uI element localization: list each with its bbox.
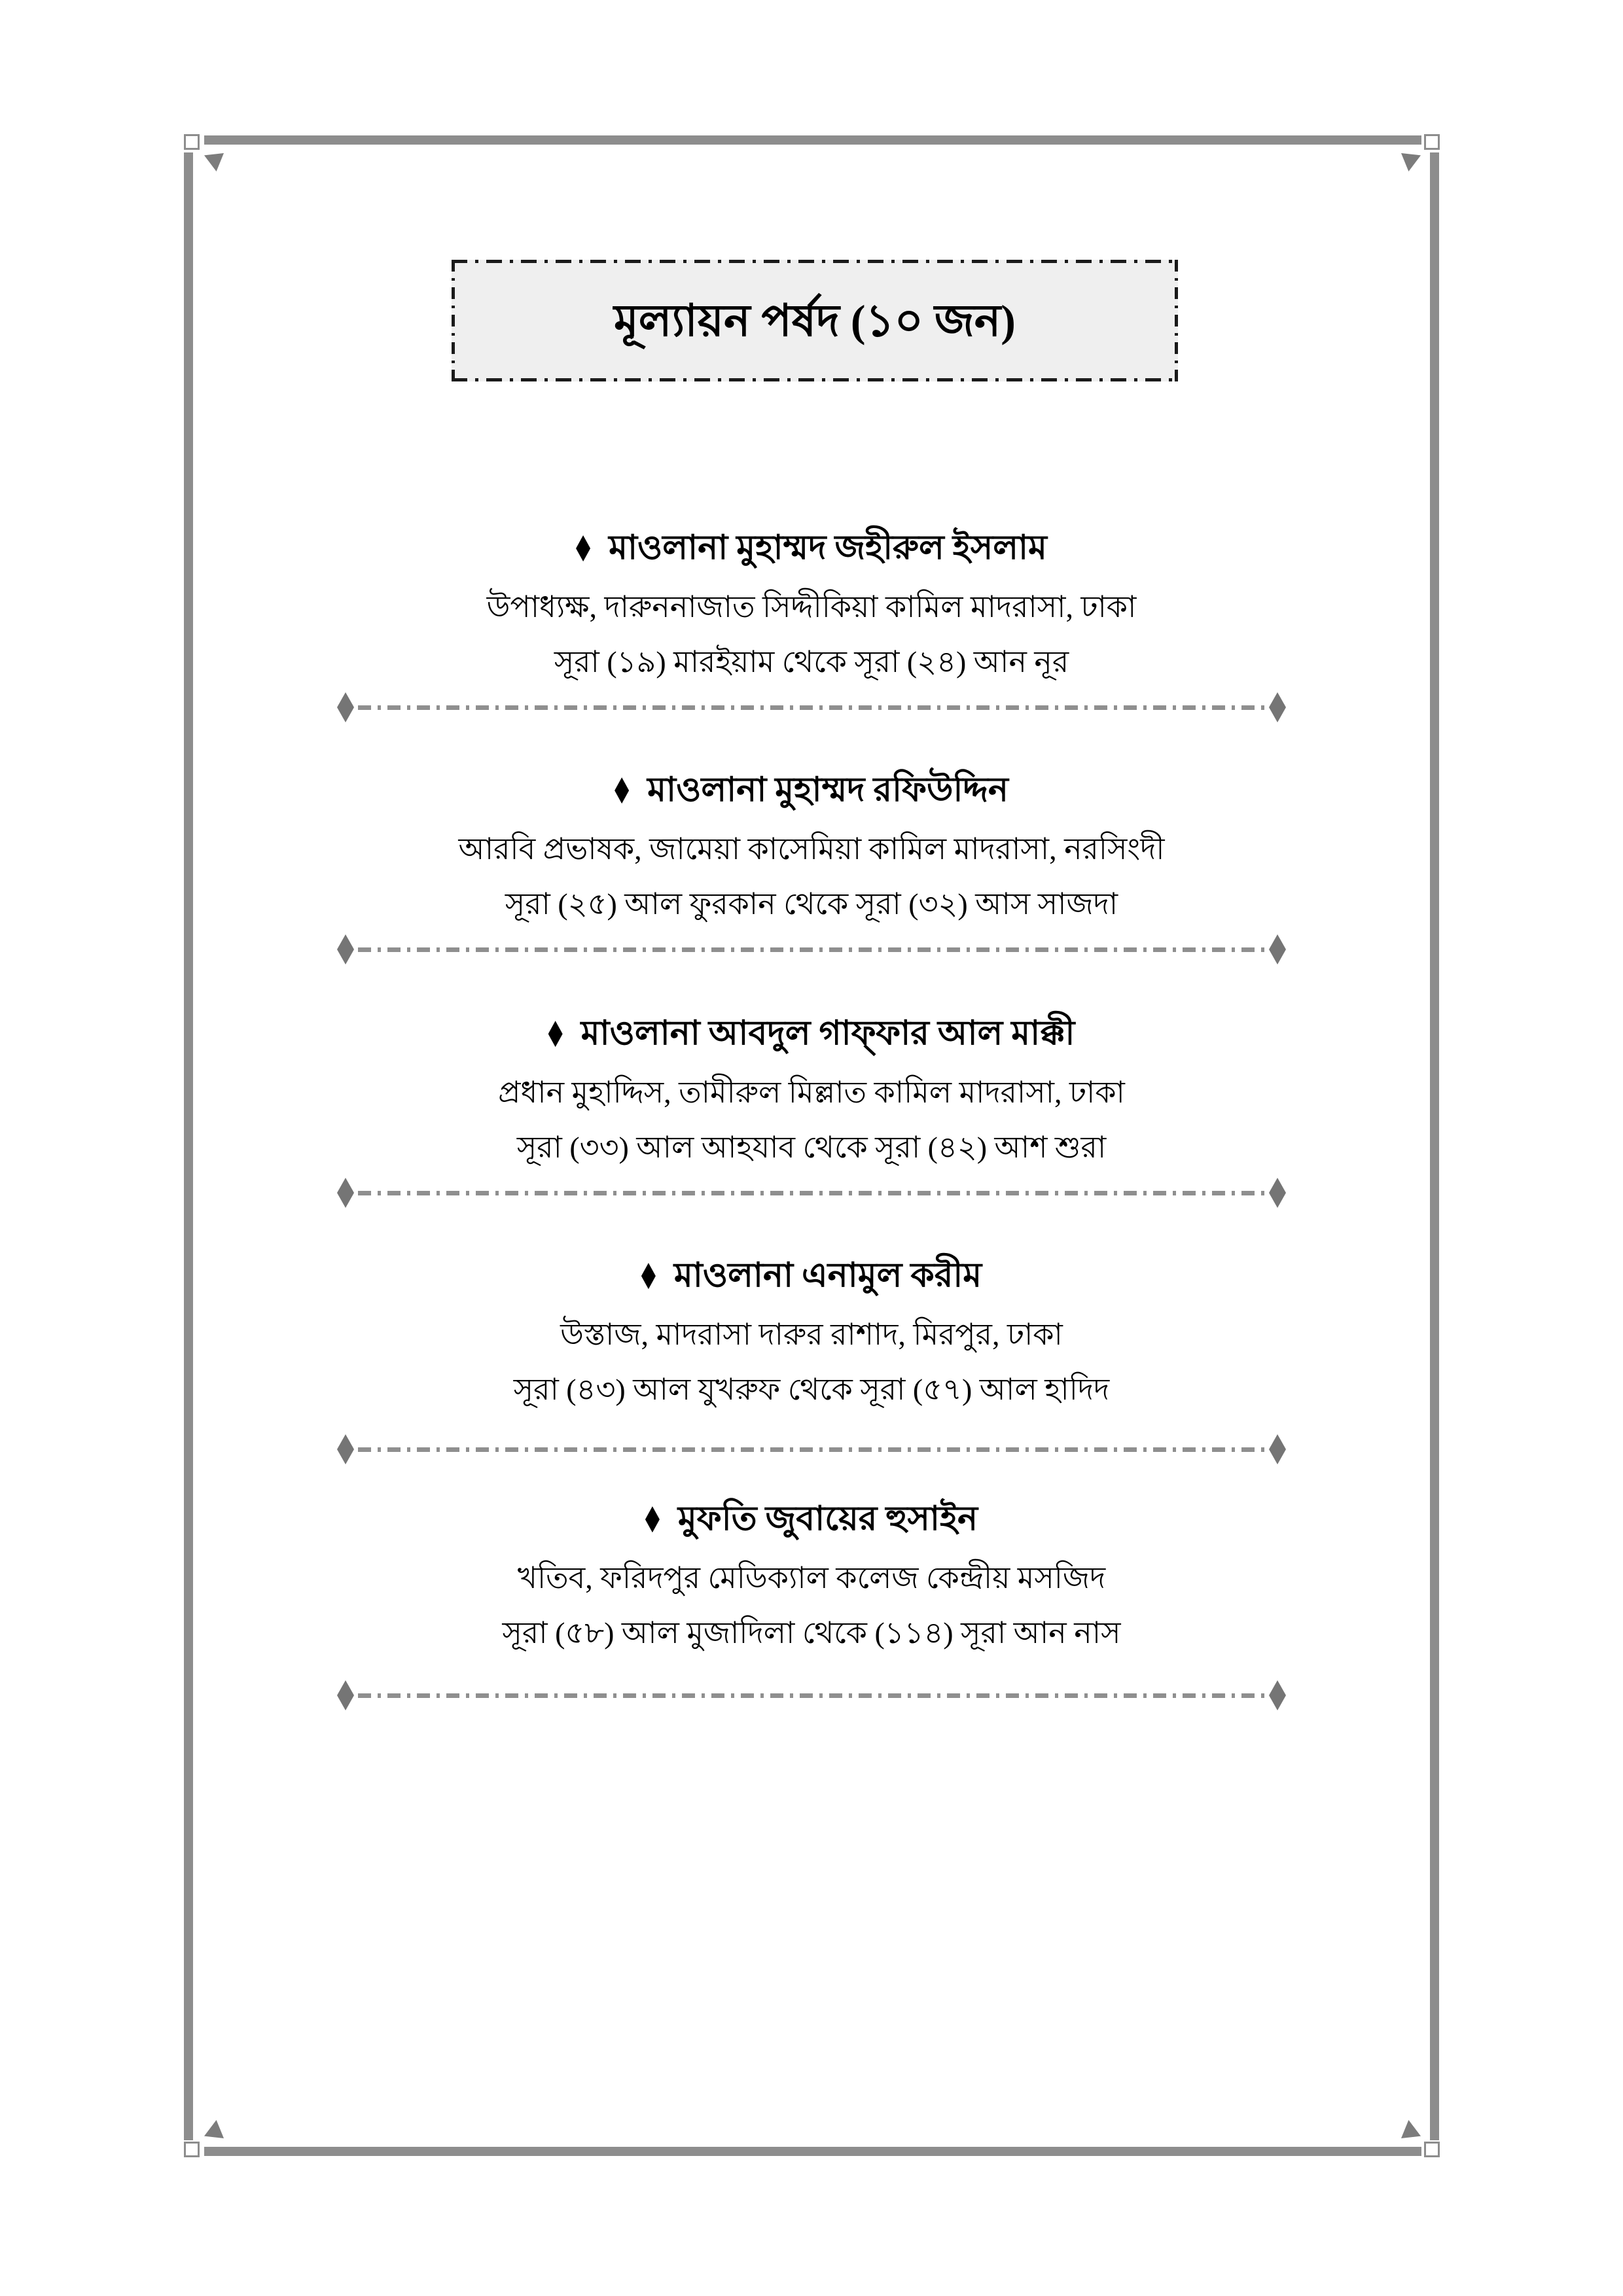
member-role: খতিব, ফরিদপুর মেডিক্যাল কলেজ কেন্দ্রীয় মসজিদ xyxy=(517,1561,1106,1595)
member-role: প্রধান মুহাদ্দিস, তামীরুল মিল্লাত কামিল মাদরাসা, ঢাকা xyxy=(498,1076,1125,1109)
dash-dot-line xyxy=(358,1191,1265,1195)
diamond-icon xyxy=(337,1178,354,1208)
member-name: মাওলানা এনামুল করীম xyxy=(673,1257,982,1294)
frame-left-bar xyxy=(184,152,193,2140)
member-name: মুফতি জুবায়ের হুসাইন xyxy=(677,1500,978,1538)
member-surah-range: সূরা (২৫) আল ফুরকান থেকে সূরা (৩২) আস সাজদা xyxy=(505,887,1118,921)
dash-dot-line xyxy=(358,947,1265,952)
frame-corner-triangle-icon xyxy=(1401,2120,1421,2138)
member-role: উপাধ্যক্ষ, দারুননাজাত সিদ্দীকিয়া কামিল মাদরাসা, ঢাকা xyxy=(486,590,1137,624)
member-name: মাওলানা মুহাম্মদ জহীরুল ইসলাম xyxy=(609,529,1047,567)
member-surah-range: সূরা (৩৩) আল আহযাব থেকে সূরা (৪২) আশ শুরা xyxy=(516,1131,1107,1164)
section-separator xyxy=(337,1434,1286,1464)
member-name-line xyxy=(193,1002,1430,1065)
section-separator xyxy=(337,1178,1286,1208)
frame-corner-square-top-right xyxy=(1424,134,1440,150)
title-box-border xyxy=(452,260,1178,263)
dash-dot-line xyxy=(358,1693,1265,1698)
title-box xyxy=(452,260,1178,381)
frame-top-bar xyxy=(204,135,1421,145)
diamond-icon xyxy=(337,1680,354,1710)
member-name-line xyxy=(193,517,1430,580)
page-title: মূল্যায়ন পর্ষদ (১০ জন) xyxy=(614,296,1016,345)
member-entry xyxy=(193,1002,1430,1208)
member-surah-range: সূরা (৫৮) আল মুজাদিলা থেকে (১১৪) সূরা আন নাস xyxy=(502,1616,1121,1650)
diamond-icon xyxy=(337,934,354,964)
member-role: উস্তাজ, মাদরাসা দারুর রাশাদ, মিরপুর, ঢাকা xyxy=(560,1318,1063,1351)
member-entry xyxy=(193,517,1430,722)
member-surah-range: সূরা (১৯) মারইয়াম থেকে সূরা (২৪) আন নূর xyxy=(554,645,1069,679)
frame-corner-square-bottom-right xyxy=(1424,2142,1440,2157)
member-name-line xyxy=(193,1488,1430,1551)
member-role: আরবি প্রভাষক, জামেয়া কাসেমিয়া কামিল মাদরাসা, নরসিংদী xyxy=(458,832,1165,866)
dash-dot-line xyxy=(358,705,1265,710)
member-name-line xyxy=(193,759,1430,822)
member-entry xyxy=(193,1245,1430,1464)
member-entry xyxy=(193,759,1430,964)
diamond-bullet-icon xyxy=(615,777,629,804)
diamond-icon xyxy=(1269,1434,1286,1464)
member-name-line xyxy=(193,1245,1430,1307)
title-box-border xyxy=(1175,260,1178,381)
diamond-bullet-icon xyxy=(641,1263,656,1289)
dash-dot-line xyxy=(358,1447,1265,1452)
member-name: মাওলানা আবদুল গাফ্ফার আল মাক্কী xyxy=(580,1015,1075,1052)
diamond-icon xyxy=(1269,692,1286,722)
diamond-bullet-icon xyxy=(645,1506,660,1532)
diamond-bullet-icon xyxy=(548,1021,563,1047)
member-surah-range: সূরা (৪৩) আল যুখরুফ থেকে সূরা (৫৭) আল হাদিদ xyxy=(513,1373,1110,1406)
frame-right-bar xyxy=(1430,152,1439,2140)
section-separator xyxy=(337,692,1286,722)
diamond-icon xyxy=(337,1434,354,1464)
frame-corner-triangle-icon xyxy=(204,153,224,171)
frame-corner-square-top-left xyxy=(184,134,200,150)
diamond-bullet-icon xyxy=(576,535,590,561)
frame-corner-square-bottom-left xyxy=(184,2142,200,2157)
diamond-icon xyxy=(1269,1680,1286,1710)
frame-corner-triangle-icon xyxy=(1401,153,1421,171)
member-entry xyxy=(193,1488,1430,1710)
diamond-icon xyxy=(1269,934,1286,964)
frame-bottom-bar xyxy=(204,2147,1421,2156)
diamond-icon xyxy=(1269,1178,1286,1208)
diamond-icon xyxy=(337,692,354,722)
member-name: মাওলানা মুহাম্মদ রফিউদ্দিন xyxy=(647,771,1008,809)
section-separator xyxy=(337,934,1286,964)
frame-corner-triangle-icon xyxy=(204,2120,224,2138)
title-box-border xyxy=(452,260,455,381)
title-box-border xyxy=(452,378,1178,381)
section-separator xyxy=(337,1680,1286,1710)
